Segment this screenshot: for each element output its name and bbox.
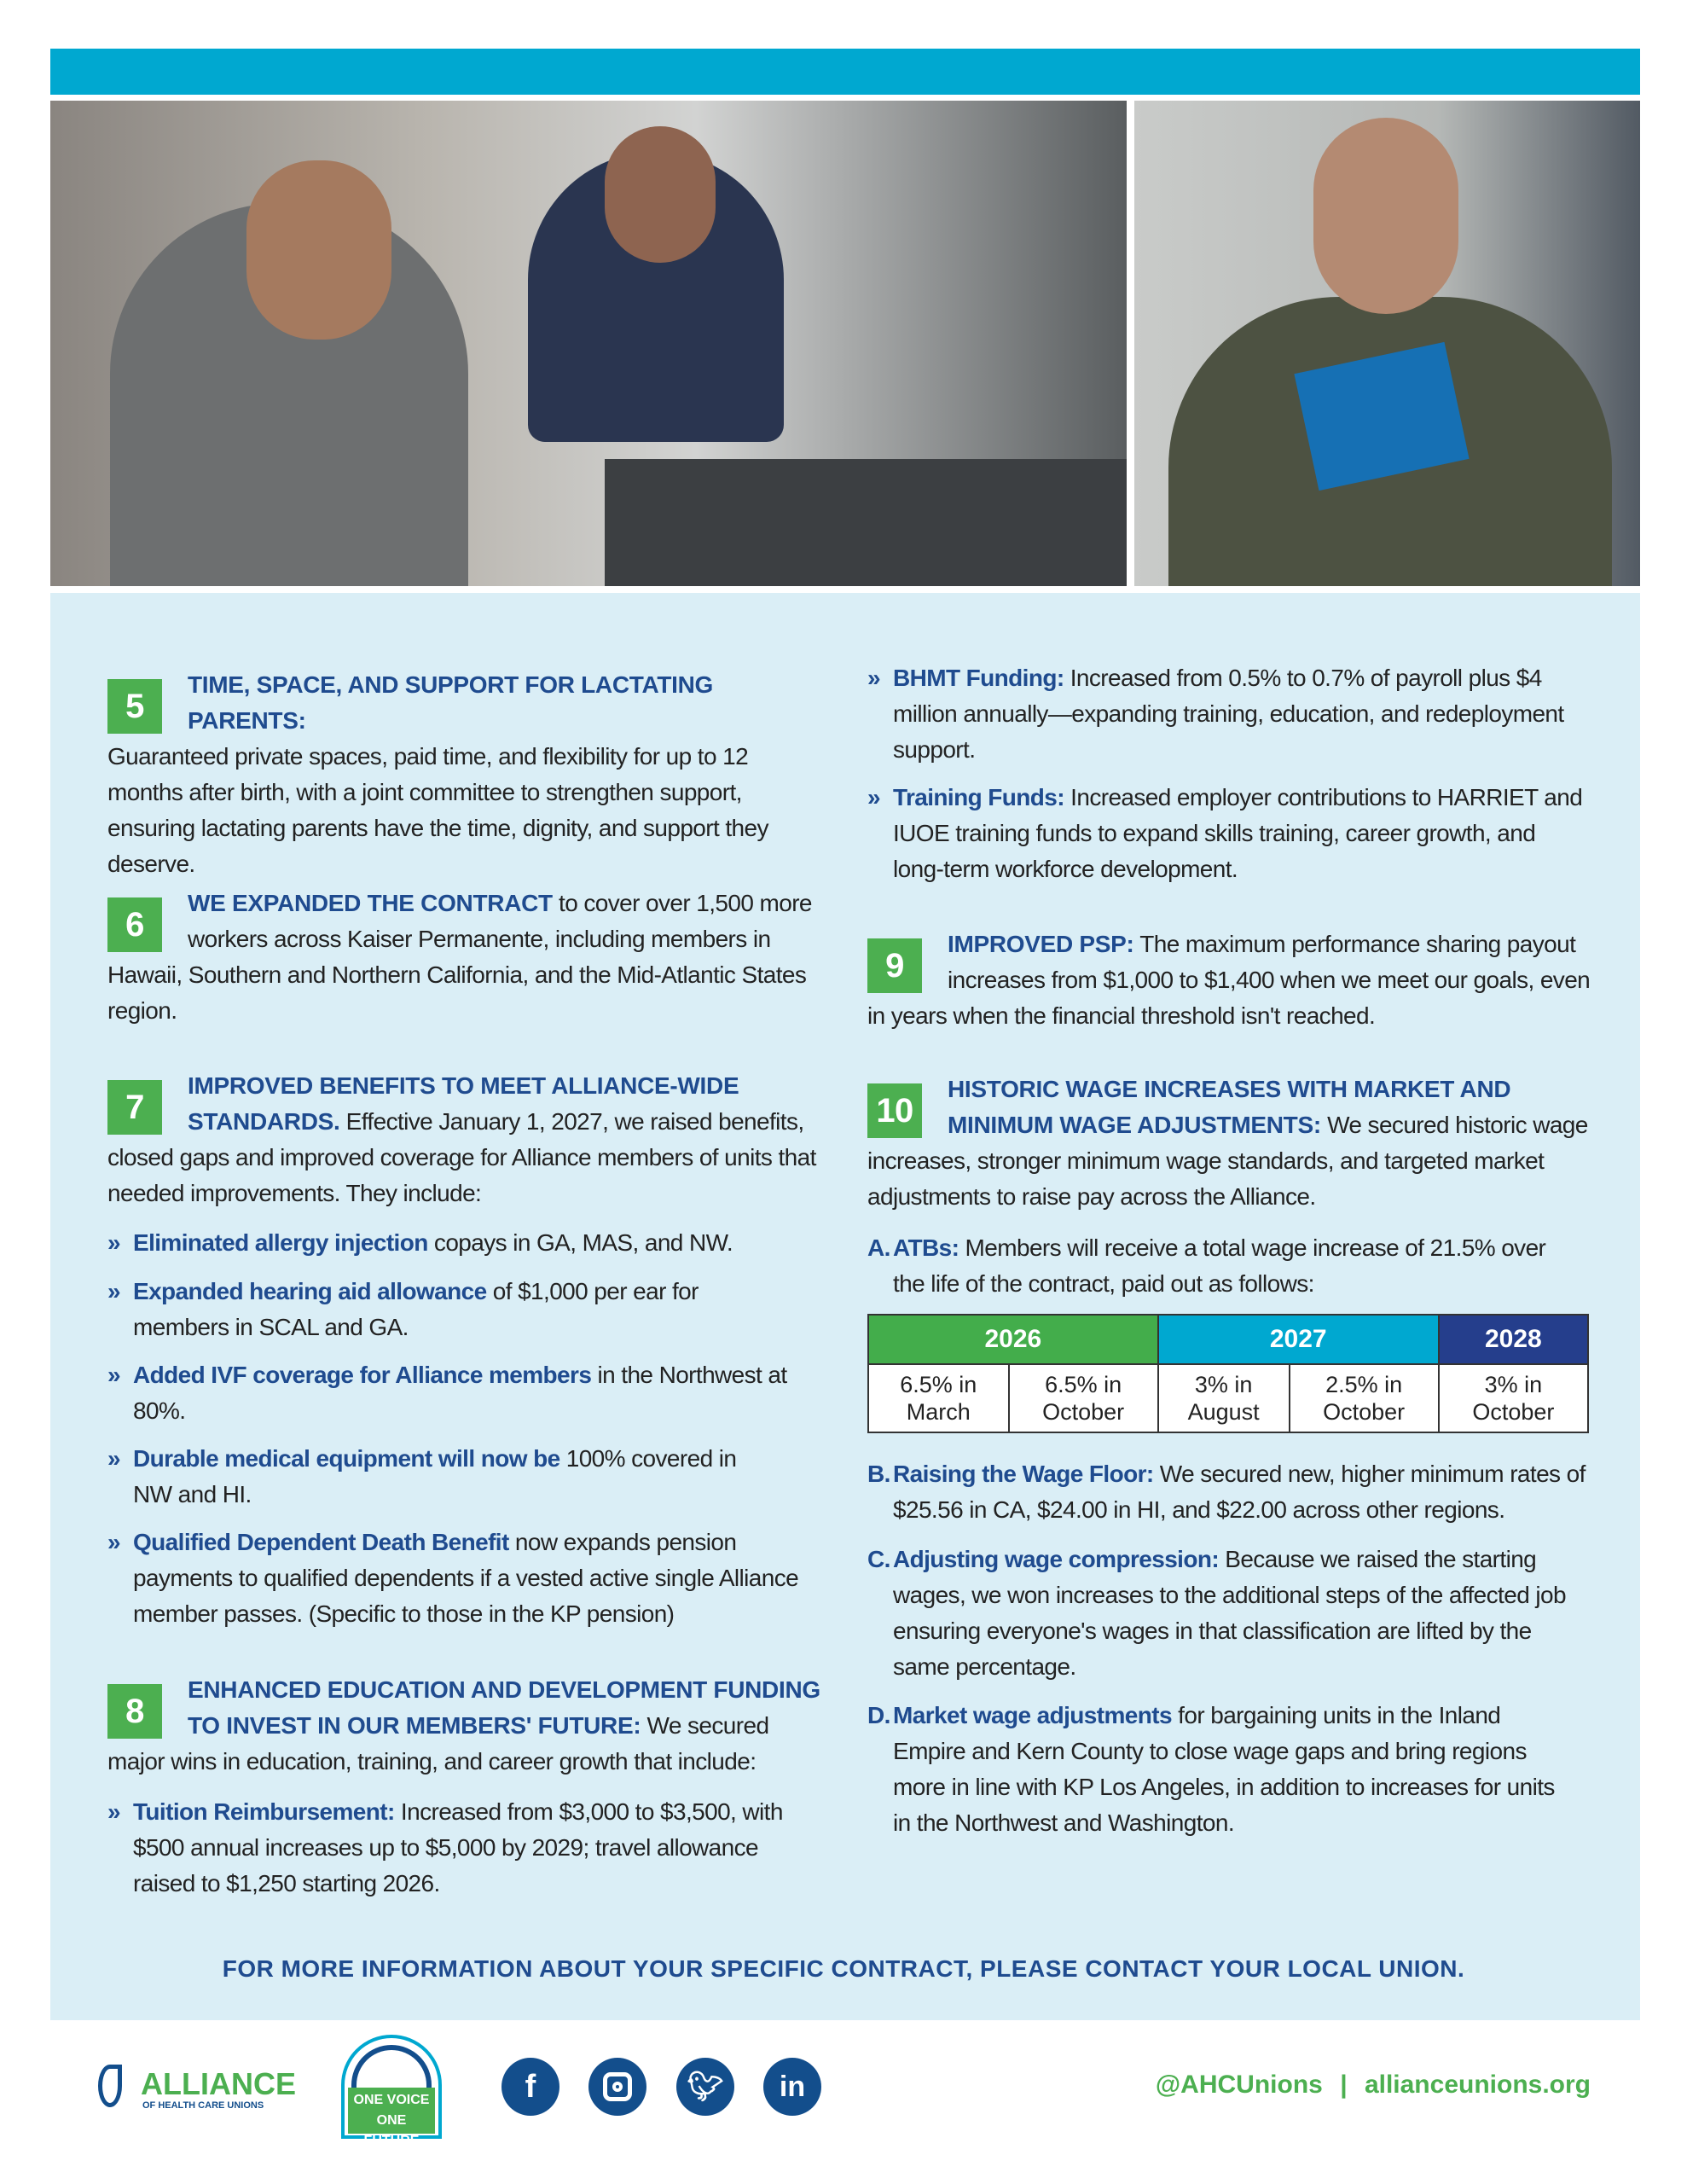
number-badge: 9 <box>867 938 922 993</box>
table-cell: 3% in August <box>1158 1364 1290 1432</box>
item-text: in the Northwest at 80%. <box>133 1362 787 1424</box>
table-cell: 6.5% in October <box>1009 1364 1158 1432</box>
number-badge: 7 <box>107 1080 162 1135</box>
list-item <box>107 1794 824 1902</box>
item-label: Market wage adjustments <box>893 1702 1172 1728</box>
top-accent-bar <box>50 49 1640 95</box>
section-body: Effective January 1, 2027, we raised benefits, closed gaps and improved coverage for Alliance members of units that needed improvements. They include: <box>107 1108 816 1206</box>
list-item <box>867 1542 1592 1685</box>
section-body: We secured major wins in education, training, and career growth that include: <box>107 1712 769 1774</box>
item-label: Adjusting wage compression: <box>893 1546 1220 1572</box>
section-9 <box>867 926 1592 1034</box>
item-letter: D. <box>867 1702 890 1728</box>
number-badge: 10 <box>867 1083 922 1138</box>
twitter-icon[interactable]: 🐦︎ <box>676 2058 734 2116</box>
item-text: Increased employer contributions to HARRIET and IUOE training funds to expand skills training, career growth, and long-term workforce development. <box>893 784 1583 882</box>
badge-text: ONE VOICE ONE FUTURE <box>348 2088 435 2134</box>
section-body: We secured historic wage increases, stronger minimum wage standards, and targeted market adjustments to raise pay across the Alliance. <box>867 1112 1588 1210</box>
list-item <box>867 1698 1567 1841</box>
list-item <box>107 1357 790 1429</box>
item-letter: C. <box>867 1546 890 1572</box>
section-5 <box>107 667 824 882</box>
table-cell: 6.5% in March <box>868 1364 1009 1432</box>
wage-increase-table <box>867 1314 1589 1433</box>
section-body: to cover over 1,500 more workers across Kaiser Permanente, including members in Hawaii, Southern and Northern California, and the Mid-Atlantic States region. <box>107 890 812 1024</box>
section-body: The maximum performance sharing payout increases from $1,000 to $1,400 when we meet our goals, even in years when the financial threshold isn't reached. <box>867 931 1591 1029</box>
item-text: Because we raised the starting wages, we won increases to the additional steps of the affected job ensuring everyone's wages in that classification are lifted by the same percentage. <box>893 1546 1566 1680</box>
item-text: Members will receive a total wage increase of 21.5% over the life of the contract, paid out as follows: <box>893 1234 1546 1297</box>
list-item <box>107 1441 756 1513</box>
year-header: 2026 <box>868 1315 1158 1364</box>
section-heading: IMPROVED BENEFITS TO MEET ALLIANCE-WIDE STANDARDS. <box>188 1072 739 1135</box>
list-item <box>867 780 1584 887</box>
list-item <box>867 660 1584 768</box>
item-text: copays in GA, MAS, and NW. <box>427 1229 733 1256</box>
item-text: for bargaining units in the Inland Empire and Kern County to close wage gaps and bring regions more in line with KP Los Angeles, in addition to increases for units in the Northwest and Washington. <box>893 1702 1555 1836</box>
section-10 <box>867 1072 1592 1215</box>
photo-member-reading <box>1134 101 1640 586</box>
linkedin-icon[interactable]: in <box>763 2058 821 2116</box>
photo-meeting <box>50 101 1127 586</box>
item-letter: B. <box>867 1461 890 1487</box>
number-badge: 6 <box>107 897 162 952</box>
item-label: Durable medical equipment will now be <box>133 1445 560 1472</box>
section-heading: TIME, SPACE, AND SUPPORT FOR LACTATING PARENTS: <box>188 671 714 734</box>
facebook-icon[interactable]: f <box>501 2058 559 2116</box>
item-label: Raising the Wage Floor: <box>893 1461 1154 1487</box>
item-label: BHMT Funding: <box>893 665 1064 691</box>
section-heading: HISTORIC WAGE INCREASES WITH MARKET AND MINIMUM WAGE ADJUSTMENTS: <box>948 1076 1511 1138</box>
contact-note: FOR MORE INFORMATION ABOUT YOUR SPECIFIC CONTRACT, PLEASE CONTACT YOUR LOCAL UNION. <box>222 1955 1465 1982</box>
list-item <box>107 1225 807 1261</box>
logo-name: ALLIANCE <box>141 2066 296 2101</box>
item-label: ATBs: <box>893 1234 959 1261</box>
list-item <box>107 1274 722 1345</box>
section-6 <box>107 886 824 1029</box>
item-label: Expanded hearing aid allowance <box>133 1278 487 1304</box>
section-heading: ENHANCED EDUCATION AND DEVELOPMENT FUNDING TO INVEST IN OUR MEMBERS' FUTURE: <box>188 1676 820 1739</box>
list-item <box>867 1230 1567 1302</box>
list-item <box>867 1456 1592 1528</box>
item-label: Added IVF coverage for Alliance members <box>133 1362 592 1388</box>
section-8 <box>107 1672 824 1780</box>
section-7 <box>107 1068 824 1211</box>
section-heading: IMPROVED PSP: <box>948 931 1134 957</box>
contact-links <box>1156 2071 1591 2100</box>
list-item <box>107 1525 824 1632</box>
table-cell: 3% in October <box>1439 1364 1588 1432</box>
item-text: Increased from $3,000 to $3,500, with $500 annual increases up to $5,000 by 2029; travel allowance raised to $1,250 starting 2026. <box>133 1798 783 1896</box>
number-badge: 8 <box>107 1684 162 1739</box>
item-label: Tuition Reimbursement: <box>133 1798 395 1825</box>
twitter-handle[interactable]: @AHCUnions <box>1155 2071 1323 2099</box>
item-text: Increased from 0.5% to 0.7% of payroll plus $4 million annually—expanding training, education, and redeployment support. <box>893 665 1564 763</box>
year-header: 2028 <box>1439 1315 1588 1364</box>
item-label: Training Funds: <box>893 784 1064 810</box>
one-voice-badge <box>341 2035 442 2148</box>
section-heading: WE EXPANDED THE CONTRACT <box>188 890 553 916</box>
item-letter: A. <box>867 1234 890 1261</box>
section-body: Guaranteed private spaces, paid time, and flexibility for up to 12 months after birth, with a joint committee to strengthen support, ensuring lactating parents have the time, dignity, and support they deserve. <box>107 743 768 877</box>
item-text: We secured new, higher minimum rates of $25.56 in CA, $24.00 in HI, and $22.00 across other regions. <box>893 1461 1586 1523</box>
number-badge: 5 <box>107 679 162 734</box>
item-text: 100% covered in NW and HI. <box>133 1445 737 1507</box>
website-link[interactable]: allianceunions.org <box>1364 2071 1591 2099</box>
item-label: Qualified Dependent Death Benefit <box>133 1529 509 1555</box>
table-cell: 2.5% in October <box>1290 1364 1439 1432</box>
year-header: 2027 <box>1158 1315 1439 1364</box>
item-text: now expands pension payments to qualified dependents if a vested active single Alliance member passes. (Specific to those in the KP pension) <box>133 1529 799 1627</box>
separator: | <box>1340 2071 1348 2099</box>
instagram-icon[interactable] <box>588 2058 646 2116</box>
item-text: of $1,000 per ear for members in SCAL and GA. <box>133 1278 699 1340</box>
item-label: Eliminated allergy injection <box>133 1229 428 1256</box>
logo-subtitle: OF HEALTH CARE UNIONS <box>142 2100 264 2111</box>
